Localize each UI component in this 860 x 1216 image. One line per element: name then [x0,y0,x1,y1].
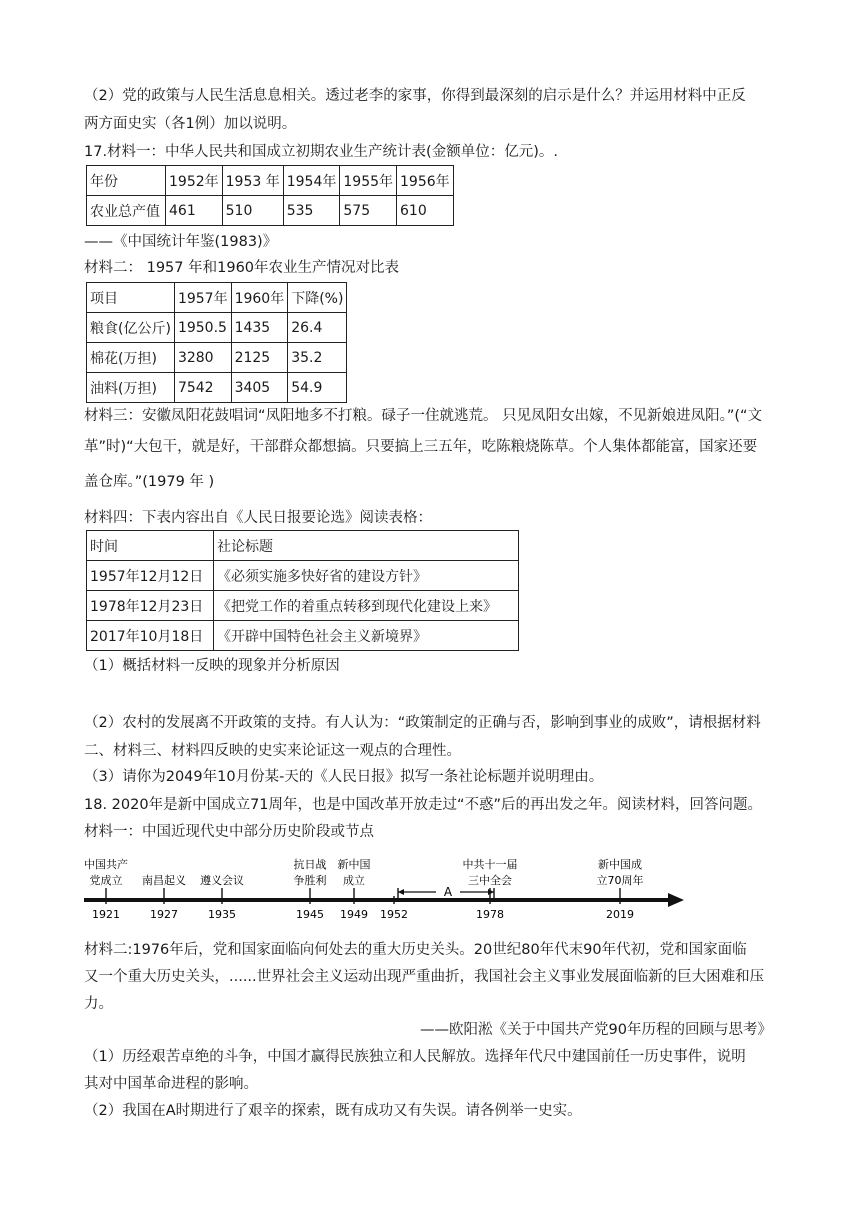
timeline-event-label: 立70周年 [596,874,644,887]
timeline-event [142,873,186,921]
question-18-material-2-line1: 材料二:1976年后，党和国家面临向何处去的重大历史关头。20世纪80年代末90年代初，党和国家面临 [84,942,747,958]
timeline-event [597,857,644,921]
table-row [87,621,519,651]
table-cell: 棉花(万担) [87,343,175,373]
table-cell: 461 [166,196,223,226]
table-cell: 610 [397,196,454,226]
table-cell: 《必须实施多快好省的建设方针》 [214,561,519,591]
timeline-event-label: 党成立 [89,874,123,887]
table-cell: 社论标题 [214,531,519,561]
table-cell: 1954年 [283,166,340,196]
period-a-marker [398,885,494,900]
table-cell: 下降(%) [288,283,347,313]
table-cell: 农业总产值 [87,196,166,226]
timeline-event-label: 中国共产 [84,858,128,871]
question-17-2-line1: （2）农村的发展离不开政策的支持。有人认为：“政策制定的正确与否，影响到事业的成败”，请根据材料 [84,715,761,731]
table-cell: 《把党工作的着重点转移到现代化建设上来》 [214,591,519,621]
material-3-line3: 盖仓库。”(1979 年 ) [84,474,215,490]
table-cell: 1955年 [340,166,397,196]
history-timeline [84,852,694,922]
table-row [87,373,347,403]
source-citation-1: ——《中国统计年鉴(1983)》 [84,234,278,250]
table-cell: 油料(万担) [87,373,175,403]
material-3-line1: 材料三：安徽凤阳花鼓唱词“凤阳地多不打粮。碌子一住就逃荒。 只见凤阳女出嫁，不见新娘进凤阳。”(“文 [84,408,763,424]
table-cell: 54.9 [288,373,347,403]
table-cell: 项目 [87,283,175,313]
question-18-material-2-line3: 力。 [84,996,113,1012]
agri-output-table [86,165,454,226]
table-cell: 1957年 [174,283,231,313]
question-18-1-line2: 其对中国革命进程的影响。 [84,1076,258,1092]
period-a-label: A [443,885,453,899]
timeline-event-label: 三中全会 [468,874,512,887]
table-row [87,561,519,591]
table-cell: 1953 年 [222,166,283,196]
table-cell: 1435 [231,313,288,343]
table-cell: 1957年12月12日 [87,561,214,591]
question-18-1-line1: （1）历经艰苦卓绝的斗争，中国才赢得民族独立和人民解放。选择年代尺中建国前任一历史事件，说明 [84,1049,746,1065]
timeline-year: 1927 [150,908,178,921]
table-cell: 510 [222,196,283,226]
timeline-event-label: 抗日战 [293,858,327,871]
question-18-source: ——欧阳淞《关于中国共产党90年历程的回顾与思考》 [420,1022,772,1038]
table-row [87,313,347,343]
question-18-material-2-line2: 又一个重大历史关头，......世界社会主义运动出现严重曲折，我国社会主义事业发展面临新的巨大困难和压 [84,969,765,985]
table-row [87,196,454,226]
table-cell: 1978年12月23日 [87,591,214,621]
question-18-2: （2）我国在A时期进行了艰辛的探索，既有成功又有失误。请各例举一史实。 [84,1103,582,1119]
table-row [87,166,454,196]
timeline-year: 1945 [296,908,324,921]
table-cell: 1956年 [397,166,454,196]
timeline-event [84,857,128,921]
question-17-title: 17.材料一：中华人民共和国成立初期农业生产统计表(金额单位：亿元)。. [84,144,558,160]
timeline-event-label: 南昌起义 [142,874,186,887]
table-cell: 年份 [87,166,166,196]
table-cell: 3280 [174,343,231,373]
table-cell: 1960年 [231,283,288,313]
timeline-event [200,873,244,921]
timeline-year: 1952 [380,908,408,921]
question-16-2-line1: （2）党的政策与人民生活息息相关。透过老李的家事，你得到最深刻的启示是什么？并运用材料中正反 [84,88,746,104]
timeline-event-label: 遵义会议 [200,874,244,887]
table-cell: 535 [283,196,340,226]
table-cell: 1950.5 [174,313,231,343]
timeline-event-label: 成立 [343,874,365,887]
timeline-year: 1921 [92,908,120,921]
table-cell: 粮食(亿公斤) [87,313,175,343]
table-cell: 《开辟中国特色社会主义新境界》 [214,621,519,651]
timeline-event-label: 争胜利 [293,874,327,887]
question-17-3: （3）请你为2049年10月份某-天的《人民日报》拟写一条社论标题并说明理由。 [84,769,604,785]
table-cell: 2125 [231,343,288,373]
timeline-year: 1978 [476,908,504,921]
timeline-year: 1935 [208,908,236,921]
timeline-year: 2019 [606,908,634,921]
table-row [87,591,519,621]
question-17-2-line2: 二、材料三、材料四反映的史实来论证这一观点的合理性。 [84,743,461,759]
table-cell: 7542 [174,373,231,403]
material-3-line2: 革”时)“大包干，就是好，干部群众都想搞。只要搞上三五年，吃陈粮烧陈草。个人集体都能富，国家还要 [84,439,758,455]
timeline-arrowhead [668,893,684,907]
timeline-event-label: 新中国 [337,858,371,871]
table-cell: 3405 [231,373,288,403]
material-2-title: 材料二： 1957 年和1960年农业生产情况对比表 [84,260,400,276]
table-cell: 时间 [87,531,214,561]
table-cell: 35.2 [288,343,347,373]
question-16-2-line2: 两方面史实（各1例）加以说明。 [84,116,297,132]
table-cell: 1952年 [166,166,223,196]
question-18-material-1: 材料一：中国近现代史中部分历史阶段或节点 [84,824,374,840]
timeline-event-label: 新中国成 [598,858,642,871]
timeline-event [338,857,371,921]
timeline-year: 1949 [340,908,368,921]
timeline-event-label: 中共十一届 [462,858,518,871]
timeline-event [294,857,327,921]
material-4-title: 材料四：下表内容出自《人民日报要论选》阅读表格： [84,510,432,526]
table-cell: 575 [340,196,397,226]
editorial-table [86,530,519,651]
table-cell: 2017年10月18日 [87,621,214,651]
agri-comparison-table [86,282,347,403]
question-18-title: 18. 2020年是新中国成立71周年，也是中国改革开放走过“不惑”后的再出发之年。阅读材料，回答问题。 [84,797,763,813]
question-17-1: （1）概括材料一反映的现象并分析原因 [84,658,340,674]
timeline-event [463,857,518,921]
table-row [87,343,347,373]
table-row [87,531,519,561]
table-cell: 26.4 [288,313,347,343]
table-row [87,283,347,313]
